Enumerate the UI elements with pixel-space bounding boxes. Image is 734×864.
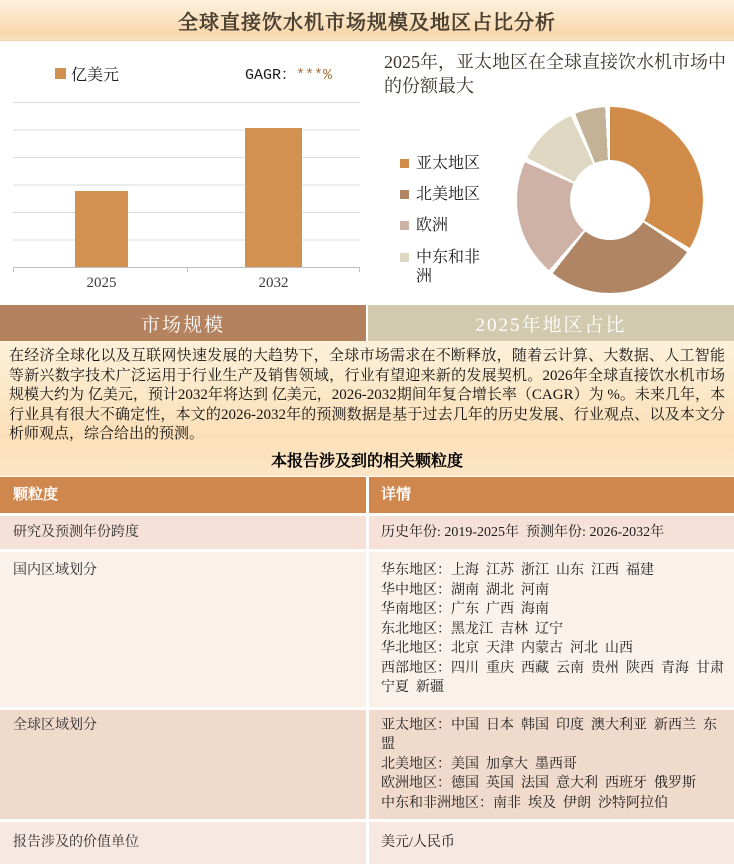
legend-swatch-icon	[55, 68, 66, 79]
table-row	[0, 710, 734, 820]
bar-chart-panel	[0, 41, 370, 305]
donut-legend-label: 亚太地区	[416, 155, 481, 172]
detail-line: 西部地区：四川 重庆 西藏 云南 贵州 陕西 青海 甘肃 宁夏 新疆	[381, 660, 731, 695]
donut-legend-label: 欧洲	[416, 217, 449, 235]
donut-chart-title: 2025年，亚太地区在全球直接饮水机市场中的份额最大	[384, 52, 726, 97]
bar-2025	[75, 191, 128, 267]
detail-line: 中东和非洲地区：南非 埃及 伊朗 沙特阿拉伯	[381, 795, 668, 811]
detail-line: 亚太地区：中国 日本 韩国 印度 澳大利亚 新西兰 东盟	[381, 717, 717, 752]
charts-section	[0, 41, 734, 305]
row-detail	[369, 710, 734, 820]
donut-hole	[570, 160, 650, 240]
table-row	[0, 822, 734, 864]
row-detail	[369, 552, 734, 707]
table-header-detail: 详情	[369, 477, 734, 513]
x-label-2032: 2032	[258, 275, 289, 291]
legend-swatch-icon	[400, 221, 409, 230]
summary-section	[0, 341, 734, 476]
granularity-table	[0, 477, 734, 864]
row-detail	[369, 516, 734, 550]
row-label: 报告涉及的价值单位	[0, 822, 366, 864]
donut-legend-label: 中东和非洲	[416, 248, 481, 285]
detail-line: 历史年份: 2019-2025年 预测年份: 2026-2032年	[381, 524, 665, 540]
donut-legend-item	[400, 185, 488, 204]
cagr-label: GAGR：	[245, 67, 297, 84]
row-label: 研究及预测年份跨度	[0, 516, 366, 550]
bar-chart-plot	[13, 102, 360, 268]
detail-line: 美元/人民币	[381, 835, 455, 850]
detail-line: 华北地区：北京 天津 内蒙古 河北 山西	[381, 641, 633, 656]
legend-swatch-icon	[400, 253, 409, 262]
detail-line: 东北地区：黑龙江 吉林 辽宁	[381, 621, 563, 637]
cagr-annotation	[245, 63, 332, 84]
axis-tick	[13, 268, 14, 272]
table-header-granularity: 颗粒度	[0, 477, 366, 513]
page-header	[0, 0, 734, 41]
axis-tick	[187, 268, 188, 272]
page-title: 全球直接饮水机市场规模及地区占比分析	[178, 11, 556, 34]
detail-line: 北美地区：美国 加拿大 墨西哥	[381, 756, 577, 772]
detail-line: 华东地区：上海 江苏 浙江 山东 江西 福建	[381, 563, 654, 578]
donut-legend	[400, 154, 488, 298]
bar-chart-legend-row	[0, 41, 370, 85]
axis-tick	[359, 268, 360, 272]
row-label: 国内区域划分	[0, 552, 366, 707]
row-detail	[369, 822, 734, 864]
donut-legend-item	[400, 154, 488, 173]
detail-line: 欧洲地区：德国 英国 法国 意大利 西班牙 俄罗斯	[381, 776, 696, 791]
section-tabs	[0, 305, 734, 341]
table-row	[0, 552, 734, 707]
granularity-heading: 本报告涉及到的相关颗粒度	[270, 452, 463, 470]
row-label: 全球区域划分	[0, 710, 366, 820]
detail-line: 华中地区：湖南 湖北 河南	[381, 582, 549, 598]
summary-paragraph: 在经济全球化以及互联网快速发展的大趋势下，全球市场需求在不断释放，随着云计算、大数据、人工智能等新兴数字技术广泛运用于行业生产及销售领域，行业有望迎来新的发展契机。2026年全球直接饮水机市场规模大约为 亿美元，预计2032年将达到 亿美元，2026-2032期间年复合增长率（CAGR）为 %。未来几年，本行业具有很大不确定性，本文的2026-2032年的预测数据是基于过去几年的历史发展、行业观点、以及本文分析师观点，综合给出的预测。	[9, 348, 725, 442]
legend-swatch-icon	[400, 190, 409, 199]
table-header-row	[0, 477, 734, 513]
bar-2032	[245, 128, 302, 267]
donut-chart-panel	[370, 41, 734, 305]
x-label-2025: 2025	[86, 275, 117, 291]
donut-legend-item	[400, 216, 488, 235]
donut-legend-label: 北美地区	[416, 186, 481, 204]
legend-swatch-icon	[400, 159, 409, 168]
tab-region-share-2025[interactable]: 2025年地区占比	[368, 305, 734, 341]
table-row	[0, 516, 734, 550]
bar-chart-x-axis	[13, 275, 360, 295]
donut-legend-item	[400, 248, 488, 286]
bar-legend-label: 亿美元	[71, 67, 120, 84]
tab-market-size[interactable]: 市场规模	[0, 305, 366, 341]
donut-chart	[517, 107, 703, 293]
detail-line: 华南地区：广东 广西 海南	[381, 602, 549, 617]
bar-legend-item	[55, 62, 119, 85]
cagr-value: ***%	[296, 67, 333, 84]
